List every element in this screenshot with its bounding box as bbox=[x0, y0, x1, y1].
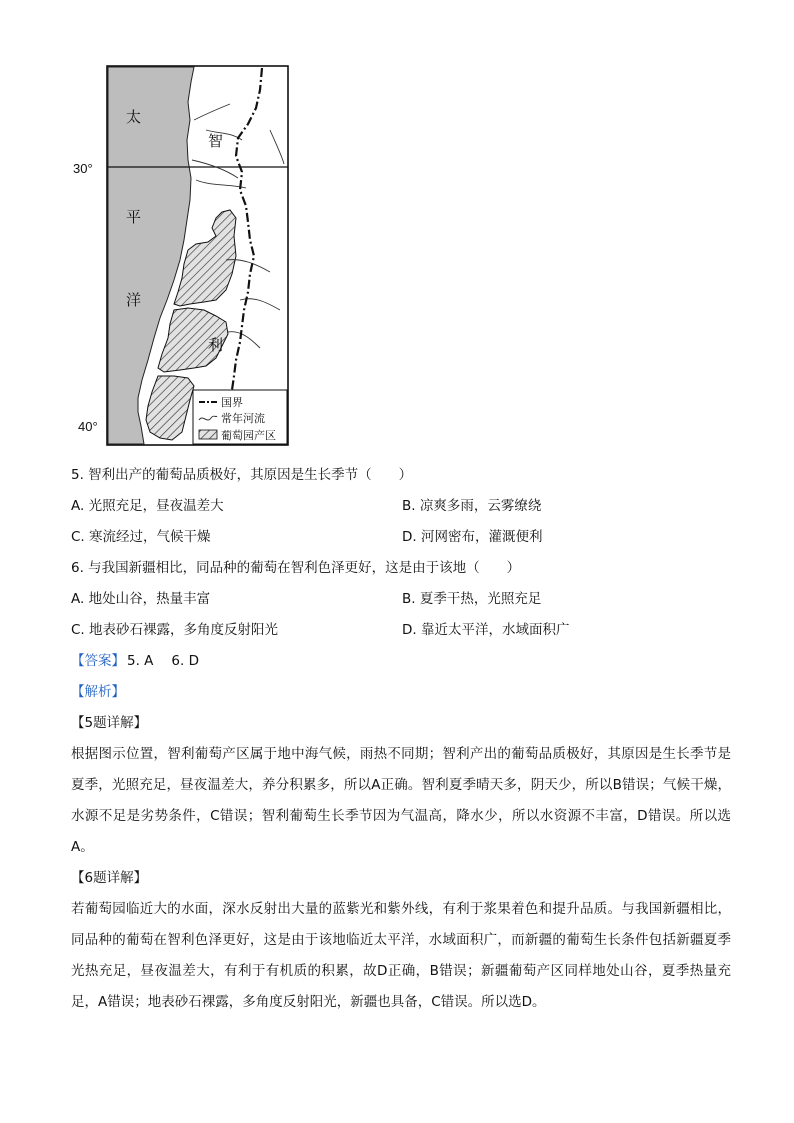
q6-option-b: B. 夏季干热，光照充足 bbox=[402, 591, 542, 607]
detail-5-heading: 【5题详解】 bbox=[71, 715, 148, 731]
detail-6-heading: 【6题详解】 bbox=[71, 870, 148, 886]
answer-tag: 【答案】 bbox=[71, 653, 125, 669]
q6-option-a: A. 地处山谷，热量丰富 bbox=[71, 591, 211, 607]
hatch-icon bbox=[199, 430, 217, 439]
detail-6-body: 若葡萄园临近大的水面，深水反射出大量的蓝紫光和紫外线，有利于浆果着色和提升品质。与我国新疆相比，同品种的葡萄在智利色泽更好，这是由于该地临近太平洋，水域面积广，而新疆的葡萄生长条件包括新疆夏季光热充足，昼夜温差大，有利于有机质的积累，故D正确，B错误；新疆葡萄产区同样地处山谷，夏季热量充足，A错误；地表砂石裸露，多角度反射阳光，新疆也具备，C错误。所以选D。 bbox=[71, 901, 731, 1010]
chile-map-figure bbox=[70, 60, 300, 450]
ocean-char-3: 洋 bbox=[126, 291, 142, 309]
legend-label-river: 常年河流 bbox=[221, 412, 265, 425]
q6-option-c: C. 地表砂石裸露，多角度反射阳光 bbox=[71, 622, 279, 638]
latitude-label-40: 40° bbox=[78, 419, 98, 434]
q5-option-c: C. 寒流经过，气候干燥 bbox=[71, 529, 211, 545]
legend-label-vineyard: 葡萄园产区 bbox=[221, 429, 276, 442]
q5-option-b: B. 凉爽多雨，云雾缭绕 bbox=[402, 498, 542, 514]
answer-q6: 6. D bbox=[171, 653, 199, 669]
detail-5-body: 根据图示位置，智利葡萄产区属于地中海气候，雨热不同期；智利产出的葡萄品质极好，其原因是生长季节是夏季，光照充足，昼夜温差大，养分积累多，所以A正确。智利夏季晴天多，阴天少，所以B错误；气候干燥，水源不足是劣势条件，C错误；智利葡萄生长季节因为气温高，降水少，所以水资源不丰富，D错误。所以选A。 bbox=[71, 746, 731, 855]
country-char-1: 智 bbox=[208, 132, 224, 150]
question-6-stem: 6. 与我国新疆相比，同品种的葡萄在智利色泽更好，这是由于该地（ ） bbox=[71, 560, 521, 576]
country-char-2: 利 bbox=[208, 336, 224, 354]
map-legend bbox=[193, 390, 287, 444]
question-5-options bbox=[71, 491, 731, 553]
ocean-char-2: 平 bbox=[126, 208, 142, 226]
question-6-options bbox=[71, 584, 731, 646]
latitude-label-30: 30° bbox=[73, 161, 93, 176]
ocean-char-1: 太 bbox=[126, 108, 142, 126]
analysis-tag: 【解析】 bbox=[71, 684, 125, 700]
question-5-stem: 5. 智利出产的葡萄品质极好，其原因是生长季节（ ） bbox=[71, 467, 413, 483]
q5-option-a: A. 光照充足，昼夜温差大 bbox=[71, 498, 224, 514]
q6-option-d: D. 靠近太平洋，水域面积广 bbox=[402, 622, 570, 638]
answer-line bbox=[71, 646, 731, 677]
q5-option-d: D. 河网密布，灌溉便利 bbox=[402, 529, 543, 545]
question-content bbox=[71, 460, 731, 1018]
analysis-line bbox=[71, 677, 731, 708]
answer-q5: 5. A bbox=[127, 653, 154, 669]
legend-label-border: 国界 bbox=[221, 396, 243, 409]
